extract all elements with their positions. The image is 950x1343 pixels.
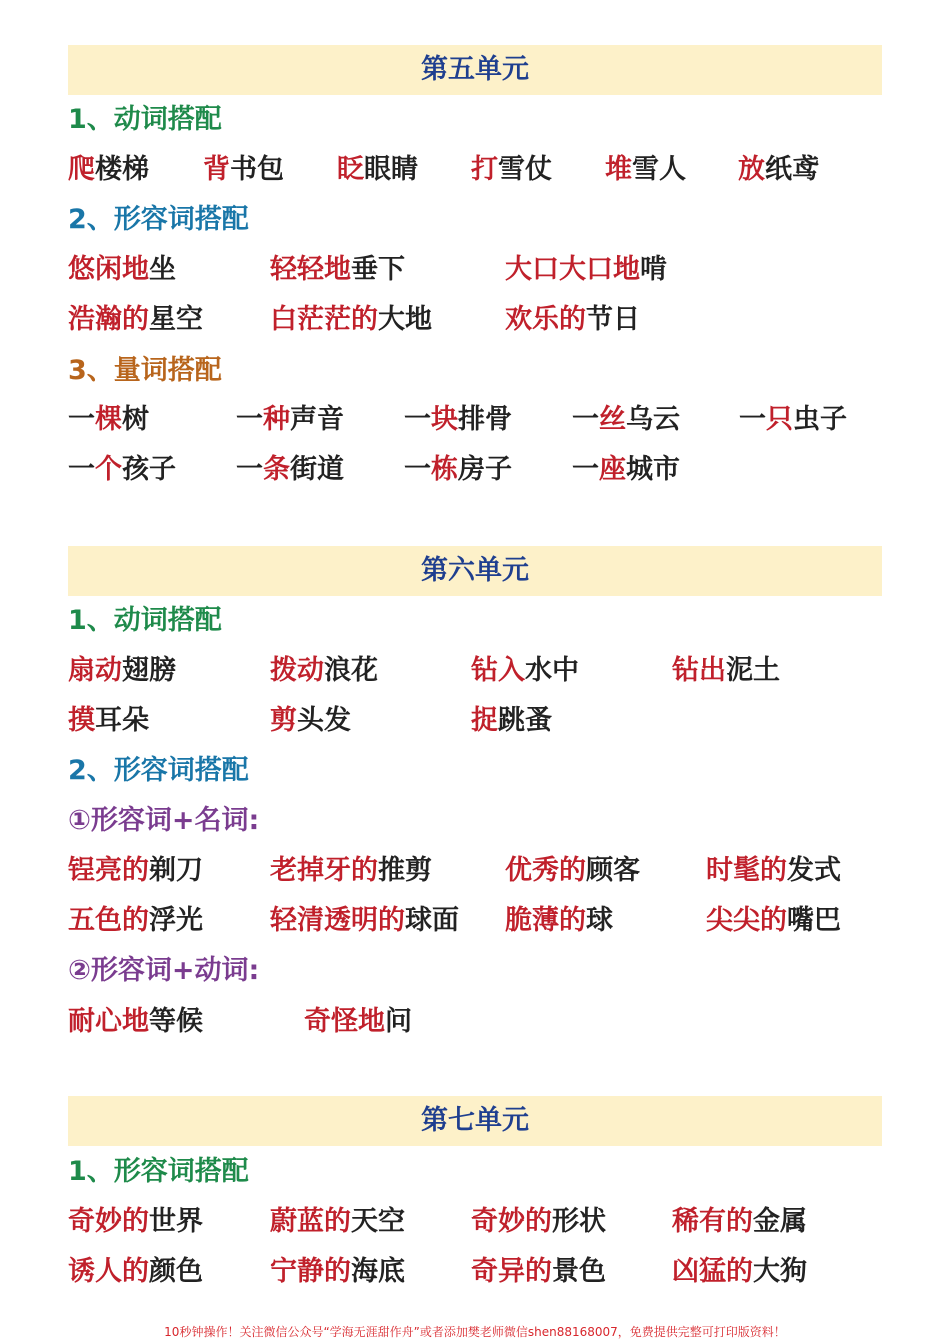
phrase: 轻轻地垂下 (270, 254, 405, 285)
phrase: 奇妙的形状 (471, 1206, 606, 1237)
phrase: 一条街道 (236, 454, 344, 485)
phrase: 眨眼睛 (337, 154, 418, 185)
phrase: 轻清透明的球面 (270, 905, 459, 936)
phrase: 优秀的顾客 (505, 855, 640, 886)
phrase: 尖尖的嘴巴 (706, 905, 841, 936)
unit5-measure-row-1 (68, 403, 908, 437)
unit6-verb-row-2 (68, 704, 908, 738)
phrase: 一棵树 (68, 404, 149, 435)
phrase: 捉跳蚤 (471, 705, 552, 736)
unit7-adj-row-2 (68, 1255, 908, 1289)
phrase: 五色的浮光 (68, 905, 203, 936)
phrase: 一只虫子 (739, 404, 847, 435)
unit5-adj-row-2 (68, 303, 908, 337)
phrase: 白茫茫的大地 (270, 304, 432, 335)
phrase: 凶猛的大狗 (672, 1256, 807, 1287)
phrase: 摸耳朵 (68, 705, 149, 736)
unit6-adj-noun-row-2 (68, 904, 908, 938)
phrase: 大口大口地啃 (505, 254, 667, 285)
unit7-title: 第七单元 (68, 1096, 882, 1146)
phrase: 钻出泥土 (672, 655, 780, 686)
phrase: 一栋房子 (404, 454, 512, 485)
phrase: 奇异的景色 (471, 1256, 606, 1287)
phrase: 一个孩子 (68, 454, 176, 485)
phrase: 悠闲地坐 (68, 254, 176, 285)
phrase: 一丝乌云 (572, 404, 680, 435)
phrase: 爬楼梯 (68, 154, 149, 185)
phrase: 一块排骨 (404, 404, 512, 435)
phrase: 放纸鸢 (738, 154, 819, 185)
unit5-title: 第五单元 (68, 45, 882, 95)
phrase: 浩瀚的星空 (68, 304, 203, 335)
unit5-adj-row-1 (68, 253, 908, 287)
phrase: 剪头发 (270, 705, 351, 736)
unit7-adj-heading: 1、形容词搭配 (68, 1156, 249, 1187)
phrase: 钻入水中 (471, 655, 579, 686)
unit6-verb-heading: 1、动词搭配 (68, 605, 222, 636)
phrase: 脆薄的球 (505, 905, 613, 936)
phrase: 诱人的颜色 (68, 1256, 203, 1287)
phrase: 老掉牙的推剪 (270, 855, 432, 886)
unit6-adj-noun-subheading: ①形容词+名词: (68, 805, 260, 836)
phrase: 拨动浪花 (270, 655, 378, 686)
unit6-adj-verb-subheading: ②形容词+动词: (68, 955, 260, 986)
phrase: 背书包 (203, 154, 284, 185)
phrase: 蔚蓝的天空 (270, 1206, 405, 1237)
phrase: 一种声音 (236, 404, 344, 435)
unit5-verb-heading: 1、动词搭配 (68, 104, 222, 135)
phrase: 一座城市 (572, 454, 680, 485)
footer-notice: 10秒钟操作！关注微信公众号“学海无涯甜作舟”或者添加樊老师微信shen88168007，免费提供完整可打印版资料！ (164, 1325, 786, 1339)
phrase: 宁静的海底 (270, 1256, 405, 1287)
phrase: 奇怪地问 (304, 1006, 412, 1037)
phrase: 稀有的金属 (672, 1206, 807, 1237)
unit6-adj-verb-row (68, 1005, 908, 1039)
unit5-measure-heading: 3、量词搭配 (68, 355, 222, 386)
phrase: 堆雪人 (605, 154, 686, 185)
phrase: 耐心地等候 (68, 1006, 203, 1037)
unit5-adj-heading: 2、形容词搭配 (68, 204, 249, 235)
unit7-adj-row-1 (68, 1205, 908, 1239)
phrase: 锃亮的剃刀 (68, 855, 203, 886)
phrase: 时髦的发式 (706, 855, 841, 886)
phrase: 扇动翅膀 (68, 655, 176, 686)
unit5-measure-row-2 (68, 453, 908, 487)
unit5-verb-row (68, 153, 908, 187)
unit6-title: 第六单元 (68, 546, 882, 596)
unit6-adj-noun-row-1 (68, 854, 908, 888)
phrase: 奇妙的世界 (68, 1206, 203, 1237)
phrase: 欢乐的节日 (505, 304, 640, 335)
phrase: 打雪仗 (471, 154, 552, 185)
unit6-adj-heading: 2、形容词搭配 (68, 755, 249, 786)
unit6-verb-row-1 (68, 654, 908, 688)
